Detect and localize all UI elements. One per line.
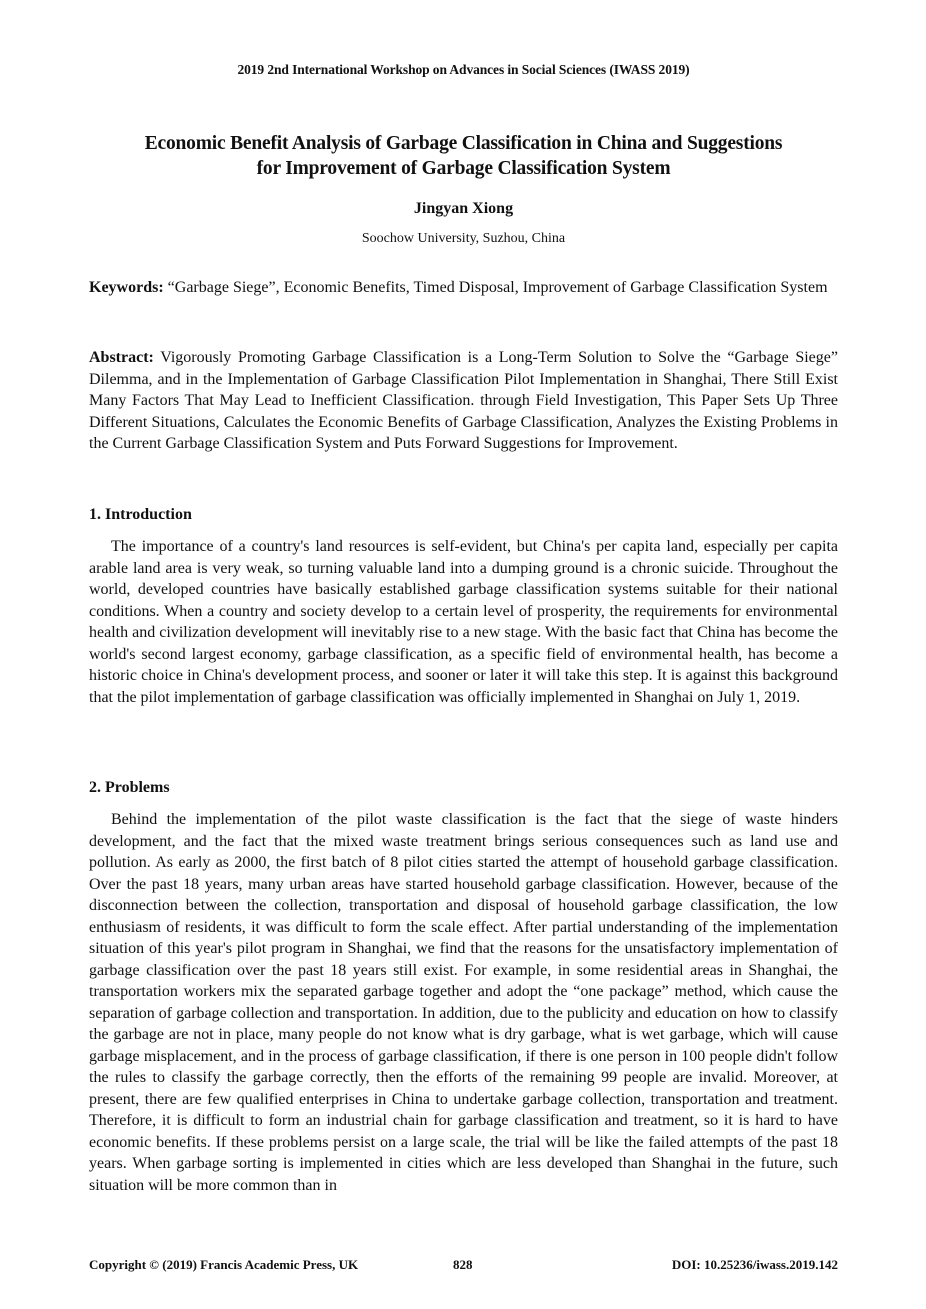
keywords xyxy=(89,277,838,299)
section-heading-introduction: 1. Introduction xyxy=(89,506,192,523)
footer-page-number: 828 xyxy=(453,1257,473,1272)
author-affiliation: Soochow University, Suzhou, China xyxy=(361,231,566,246)
footer-doi: DOI: 10.25236/iwass.2019.142 xyxy=(671,1257,838,1272)
abstract xyxy=(89,347,838,455)
author-name: Jingyan Xiong xyxy=(413,200,514,217)
conference-header: 2019 2nd International Workshop on Advances in Social Sciences (IWASS 2019) xyxy=(237,62,690,77)
section-heading-problems: 2. Problems xyxy=(89,779,170,796)
keywords-text: “Garbage Siege”, Economic Benefits, Timed Disposal, Improvement of Garbage Classification System xyxy=(167,279,828,296)
footer-copyright: Copyright © (2019) Francis Academic Press, UK xyxy=(89,1257,359,1272)
abstract-label: Abstract: xyxy=(89,349,154,366)
page-footer xyxy=(89,1257,838,1273)
paper-title-line-1: Economic Benefit Analysis of Garbage Classification in China and Suggestions xyxy=(144,133,783,154)
abstract-text: Vigorously Promoting Garbage Classification is a Long-Term Solution to Solve the “Garbage Siege” Dilemma, and in the Implementation of Garbage Classification Pilot Implementation in Shanghai, There Still Exist Many Factors That May Lead to Inefficient Classification. through Field Investigation, This Paper Sets Up Three Different Situations, Calculates the Economic Benefits of Garbage Classification, Analyzes the Existing Problems in the Current Garbage Classification System and Puts Forward Suggestions for Improvement. xyxy=(89,349,838,452)
keywords-label: Keywords: xyxy=(89,279,164,296)
paper-title-line-2: for Improvement of Garbage Classification System xyxy=(256,158,671,179)
section-body-problems: Behind the implementation of the pilot waste classification is the fact that the siege of waste hinders development, and the fact that the mixed waste treatment brings serious consequences such as land use and pollution. As early as 2000, the first batch of 8 pilot cities started the attempt of household garbage classification. Over the past 18 years, many urban areas have started household garbage classification. However, because of the disconnection between the collection, transportation and disposal of household garbage classification, the low enthusiasm of residents, it was difficult to form the scale effect. After partial understanding of the implementation situation of this year's pilot program in Shanghai, we find that the reasons for the unsatisfactory implementation of garbage classification over the past 18 years still exist. For example, in some residential areas in Shanghai, the transportation workers mix the separated garbage together and adopt the “one package” method, which cause the separation of garbage collection and transportation. In addition, due to the publicity and education on how to classify the garbage are not in place, many people do not know what is dry garbage, what is wet garbage, which will cause garbage misplacement, and in the process of garbage classification, if there is one person in 100 people didn't follow the rules to classify the garbage correctly, then the efforts of the remaining 99 people are invalid. Moreover, at present, there are few qualified enterprises in China to undertake garbage collection, transportation and treatment. Therefore, it is difficult to form an industrial chain for garbage classification and treatment, so it is hard to have economic benefits. If these problems persist on a large scale, the trial will be like the failed attempts of the past 18 years. When garbage sorting is implemented in cities which are less developed than Shanghai in the future, such situation will be more common than in xyxy=(89,811,838,1194)
paper-title xyxy=(79,131,848,181)
section-body-introduction: The importance of a country's land resources is self-evident, but China's per capita land, especially per capita arable land area is very weak, so turning valuable land into a dumping ground is a chronic suicide. Throughout the world, developed countries have basically established garbage classification systems suitable for their national conditions. When a country and society develop to a certain level of prosperity, the requirements for environmental health and civilization development will inevitably rise to a new stage. With the basic fact that China has become the world's second largest economy, garbage classification, as a specific field of environmental health, has become a historic choice in China's development process, and sooner or later it will take this step. It is against this background that the pilot implementation of garbage classification was officially implemented in Shanghai on July 1, 2019. xyxy=(89,538,838,706)
